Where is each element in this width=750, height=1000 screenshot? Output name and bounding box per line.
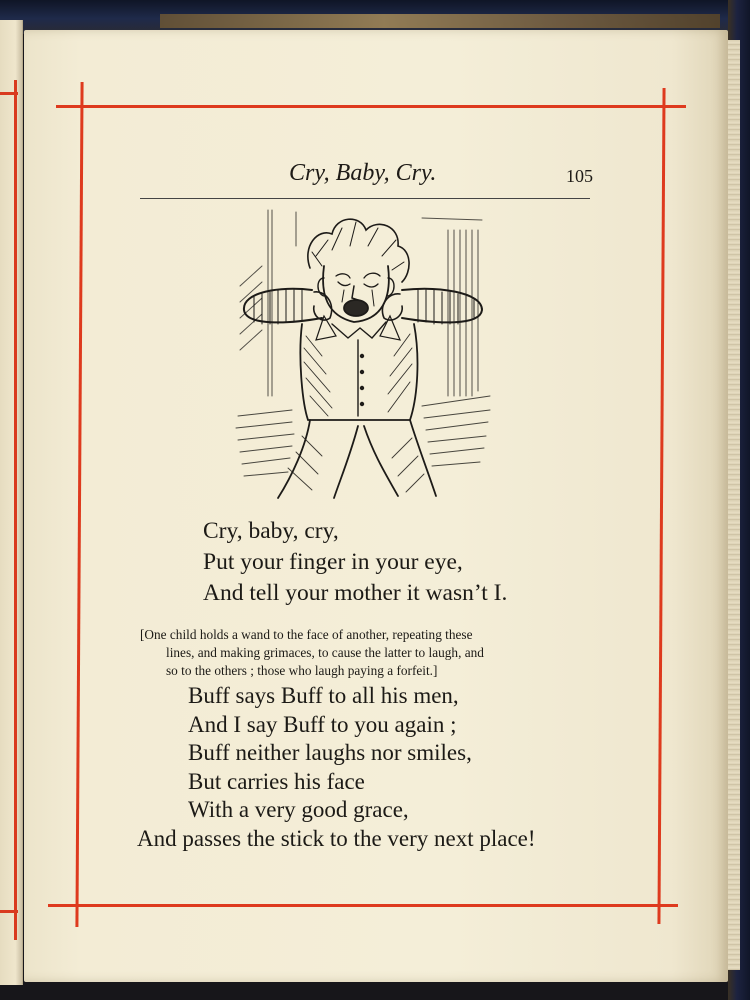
verse-line: Put your finger in your eye, — [203, 549, 463, 575]
crying-boy-illustration — [232, 206, 494, 502]
note-line: [One child holds a wand to the face of another, repeating these — [140, 627, 473, 642]
game-instructions-note — [140, 626, 596, 680]
verse-two — [137, 682, 536, 853]
note-line: lines, and making grimaces, to cause the latter to laugh, and — [166, 645, 484, 660]
verse-one — [203, 516, 507, 609]
page-number: 105 — [566, 166, 593, 186]
gilt-page-edge — [160, 14, 720, 28]
left-page-edge — [0, 20, 23, 985]
verse-line: Buff neither laughs nor smiles, — [188, 740, 472, 765]
header-rule — [140, 198, 590, 199]
verse-line: Buff says Buff to all his men, — [188, 683, 459, 708]
verse-line: With a very good grace, — [188, 797, 409, 822]
note-line: so to the others ; those who laugh paying a forfeit.] — [166, 663, 438, 678]
border-bottom-rule — [48, 904, 678, 907]
verse-line: But carries his face — [188, 768, 365, 794]
border-top-rule — [56, 105, 686, 108]
running-title: Cry, Baby, Cry. — [289, 160, 437, 186]
running-head — [170, 160, 593, 190]
verse-line: Cry, baby, cry, — [203, 518, 339, 544]
verse-line: And I say Buff to you again ; — [188, 711, 457, 737]
verse-line: And passes the stick to the very next place! — [137, 825, 536, 851]
verse-line: And tell your mother it wasn’t I. — [203, 580, 508, 606]
page-edges — [728, 40, 740, 970]
